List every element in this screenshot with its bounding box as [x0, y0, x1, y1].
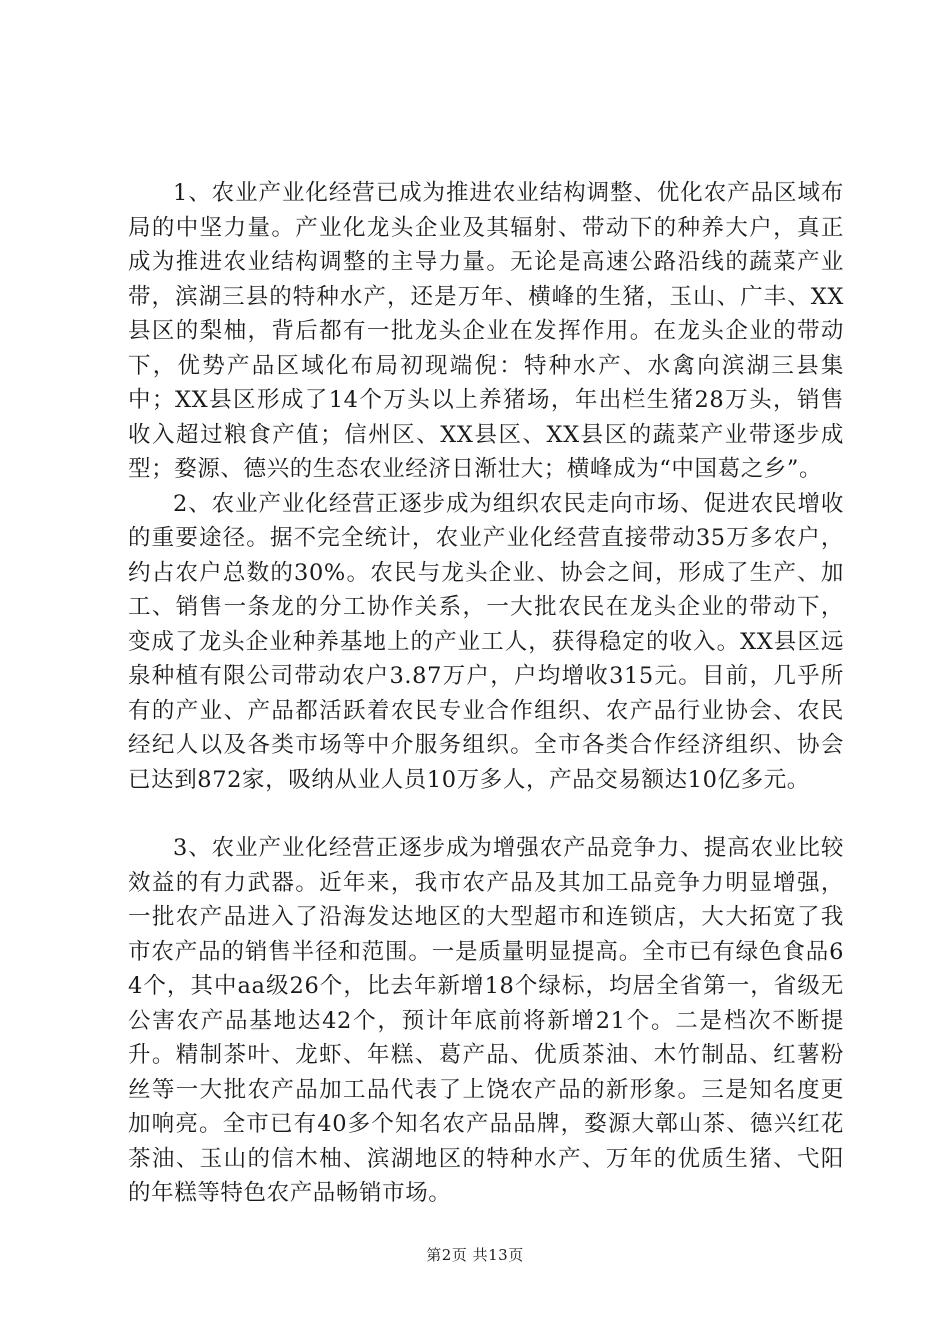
paragraph-3: 3、农业产业化经营正逐步成为增强农产品竞争力、提高农业比较效益的有力武器。近年来，我市农产品及其加工品竞争力明显增强，一批农产品进入了沿海发达地区的大型超市和连锁店，大大拓宽了我市农产品的销售半径和范围。一是质量明显提高。全市已有绿色食品64个，其中aa级26个，比去年新增18个绿标，均居全省第一，省级无公害农产品基地达42个，预计年底前将新增21个。二是档次不断提升。精制茶叶、龙虾、年糕、葛产品、优质茶油、木竹制品、红薯粉丝等一大批农产品加工品代表了上饶农产品的新形象。三是知名度更加响亮。全市已有40多个知名农产品品牌，婺源大鄣山茶、德兴红花茶油、玉山的信木柚、滨湖地区的特种水产、万年的优质生猪、弋阳的年糕等特色农产品畅销市场。 — [128, 835, 844, 1206]
paragraph-spacer — [128, 797, 844, 831]
document-body — [128, 176, 844, 1211]
page-number-footer: 第2页 共13页 — [426, 1246, 524, 1264]
paragraph-1: 1、农业产业化经营已成为推进农业结构调整、优化农产品区域布局的中坚力量。产业化龙头企业及其辐射、带动下的种养大户，真正成为推进农业结构调整的主导力量。无论是高速公路沿线的蔬菜产业带，滨湖三县的特种水产，还是万年、横峰的生猪，玉山、广丰、XX县区的梨柚，背后都有一批龙头企业在发挥作用。在龙头企业的带动下，优势产品区域化布局初现端倪：特种水产、水禽向滨湖三县集中；XX县区形成了14个万头以上养猪场，年出栏生猪28万头，销售收入超过粮食产值；信州区、XX县区、XX县区的蔬菜产业带逐步成型；婺源、德兴的生态农业经济日渐壮大；横峰成为“中国葛之乡”。 — [128, 180, 844, 482]
paragraph-2: 2、农业产业化经营正逐步成为组织农民走向市场、促进农民增收的重要途径。据不完全统计，农业产业化经营直接带动35万多农户，约占农户总数的30%。农民与龙头企业、协会之间，形成了生产、加工、销售一条龙的分工协作关系，一大批农民在龙头企业的带动下，变成了龙头企业种养基地上的产业工人，获得稳定的收入。XX县区远泉种植有限公司带动农户3.87万户，户均增收315元。目前，几乎所有的产业、产品都活跃着农民专业合作组织、农产品行业协会、农民经纪人以及各类市场等中介服务组织。全市各类合作经济组织、协会已达到872家，吸纳从业人员10万多人，产品交易额达10亿多元。 — [128, 490, 844, 793]
